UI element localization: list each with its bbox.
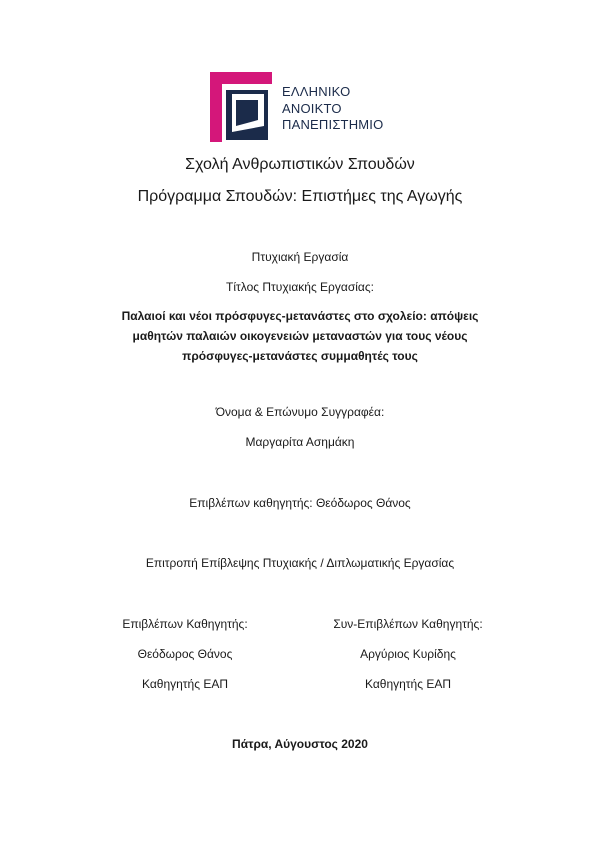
place-and-date: Πάτρα, Αύγουστος 2020: [232, 737, 368, 751]
author-label: Όνομα & Επώνυμο Συγγραφέα:: [215, 405, 385, 419]
co-supervisor-name: Αργύριος Κυρίδης: [360, 647, 456, 661]
logo-mark-icon: [206, 70, 278, 142]
supervisor-name: Θεόδωρος Θάνος: [137, 647, 233, 661]
supervisor-line: Επιβλέπων καθηγητής: Θεόδωρος Θάνος: [189, 496, 411, 510]
supervisor-affiliation: Καθηγητής ΕΑΠ: [141, 677, 229, 691]
thesis-title: Παλαιοί και νέοι πρόσφυγες-μετανάστες στο σχολείο: απόψεις μαθητών παλαιών οικογενειών μεταναστών για τους νέους πρόσφυγες-μετανάστες συμμαθητές τους: [121, 309, 479, 363]
school-name: Σχολή Ανθρωπιστικών Σπουδών: [185, 156, 415, 173]
logo-wordmark: [282, 84, 402, 134]
supervisor-label: Επιβλέπων Καθηγητής:: [122, 617, 248, 631]
thesis-type: Πτυχιακή Εργασία: [251, 250, 349, 264]
logo-line-2: ΑΝΟΙΚΤΟ: [282, 100, 342, 116]
university-logo: [206, 70, 396, 142]
author-name: Μαργαρίτα Ασημάκη: [245, 435, 355, 449]
study-program: Πρόγραμμα Σπουδών: Επιστήμες της Αγωγής: [137, 188, 463, 205]
co-supervisor-label: Συν-Επιβλέπων Καθηγητής:: [333, 617, 483, 631]
committee-heading: Επιτροπή Επίβλεψης Πτυχιακής / Διπλωματικής Εργασίας: [145, 556, 455, 570]
logo-line-3: ΠΑΝΕΠΙΣΤΗΜΙΟ: [282, 117, 384, 132]
title-label: Τίτλος Πτυχιακής Εργασίας:: [226, 280, 374, 294]
co-supervisor-affiliation: Καθηγητής ΕΑΠ: [364, 677, 452, 691]
logo-line-1: ΕΛΛΗΝΙΚΟ: [282, 84, 351, 99]
